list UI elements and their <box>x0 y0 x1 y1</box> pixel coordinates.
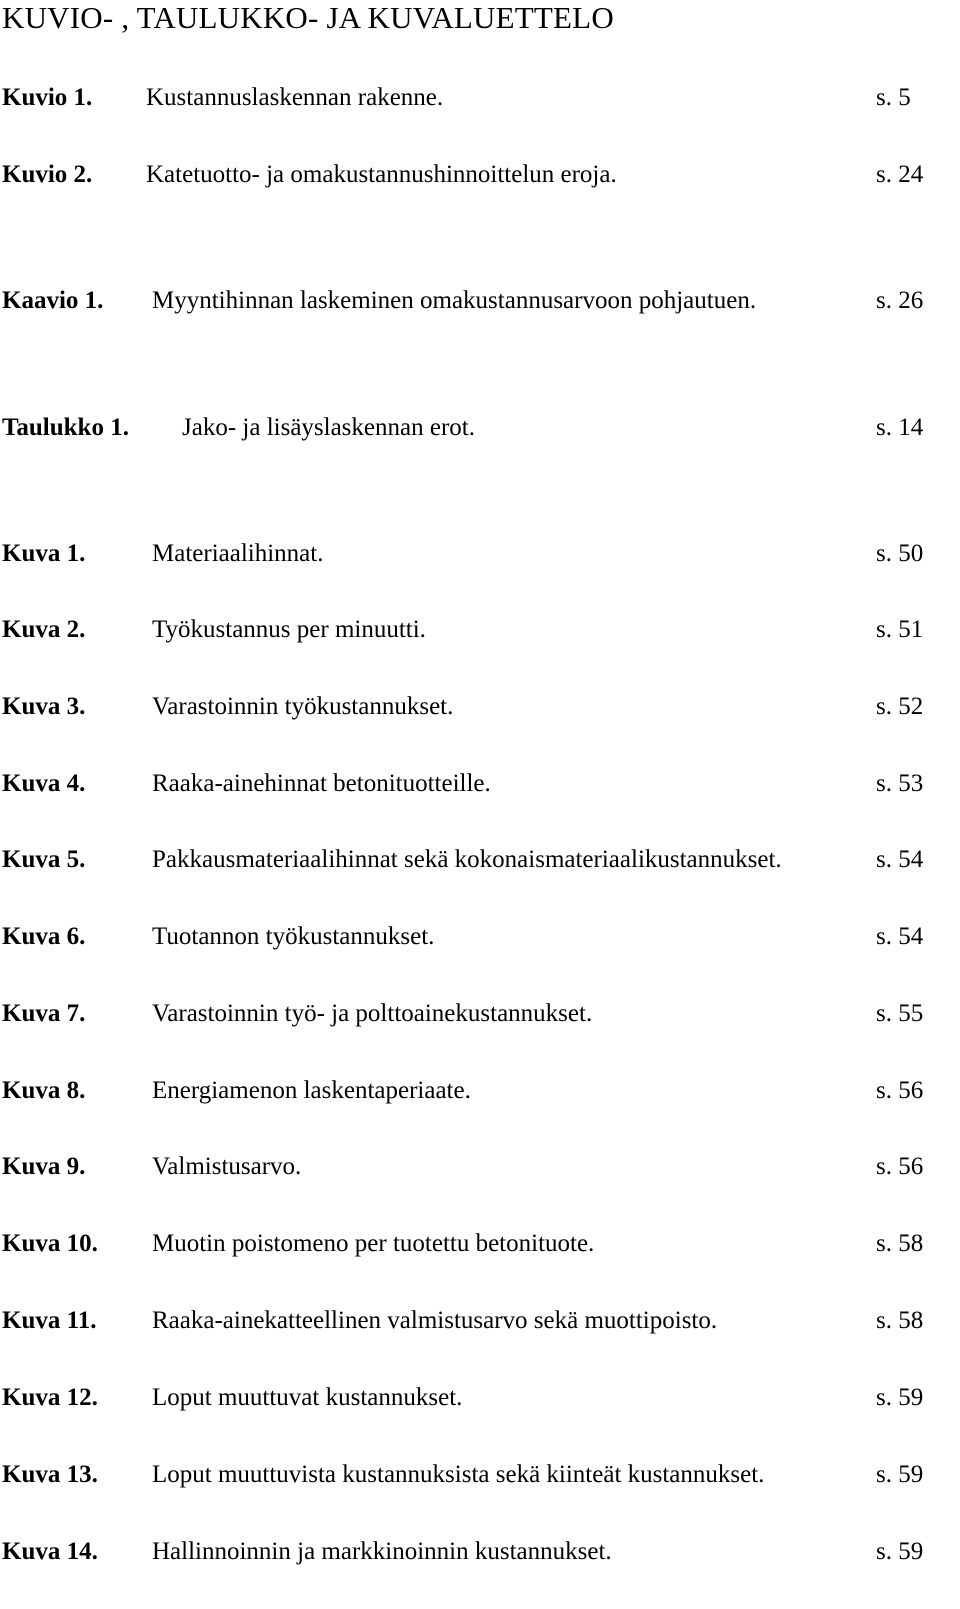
list-item-taulukko-1 <box>0 408 960 448</box>
entry-page: s. 58 <box>876 1307 924 1334</box>
entry-text: Pakkausmateriaalihinnat sekä kokonaismateriaalikustannukset. <box>152 846 782 873</box>
list-item-kuva-9 <box>0 1147 960 1187</box>
entry-page: s. 5 <box>876 84 911 111</box>
list-item-kuva-13 <box>0 1455 960 1495</box>
entry-page: s. 58 <box>876 1230 924 1257</box>
entry-text: Muotin poistomeno per tuotettu betonituote. <box>152 1230 595 1257</box>
entry-label: Kuva 6. <box>2 923 86 950</box>
list-item-kuva-14 <box>0 1532 960 1572</box>
entry-page: s. 50 <box>876 540 924 567</box>
entry-text: Varastoinnin työkustannukset. <box>152 693 454 720</box>
entry-page: s. 52 <box>876 693 924 720</box>
entry-text: Loput muuttuvista kustannuksista sekä kiinteät kustannukset. <box>152 1461 765 1488</box>
list-item-kuva-7 <box>0 994 960 1034</box>
page-title: KUVIO- , TAULUKKO- JA KUVALUETTELO <box>2 0 614 35</box>
entry-text: Valmistusarvo. <box>152 1153 302 1180</box>
list-item-kuva-10 <box>0 1224 960 1264</box>
list-item-kuvio-2 <box>0 155 960 195</box>
entry-page: s. 26 <box>876 287 924 314</box>
entry-text: Varastoinnin työ- ja polttoainekustannukset. <box>152 1000 593 1027</box>
entry-text: Raaka-ainekatteellinen valmistusarvo sekä muottipoisto. <box>152 1307 718 1334</box>
entry-page: s. 53 <box>876 770 924 797</box>
list-item-kuva-11 <box>0 1301 960 1341</box>
list-item-kaavio-1 <box>0 281 960 321</box>
entry-page: s. 59 <box>876 1461 924 1488</box>
entry-label: Kuva 9. <box>2 1153 86 1180</box>
entry-page: s. 24 <box>876 161 924 188</box>
list-item-kuva-2 <box>0 610 960 650</box>
entry-text: Loput muuttuvat kustannukset. <box>152 1384 463 1411</box>
entry-text: Materiaalihinnat. <box>152 540 324 567</box>
entry-label: Kuvio 1. <box>2 84 93 111</box>
entry-label: Kuva 7. <box>2 1000 86 1027</box>
list-item-kuvio-1 <box>0 78 960 118</box>
entry-label: Kuva 12. <box>2 1384 98 1411</box>
entry-label: Kuva 14. <box>2 1538 98 1565</box>
entry-label: Taulukko 1. <box>2 414 129 441</box>
entry-text: Raaka-ainehinnat betonituotteille. <box>152 770 491 797</box>
entry-page: s. 14 <box>876 414 924 441</box>
list-item-kuva-8 <box>0 1071 960 1111</box>
entry-page: s. 54 <box>876 923 924 950</box>
entry-text: Hallinnoinnin ja markkinoinnin kustannukset. <box>152 1538 612 1565</box>
list-item-kuva-5 <box>0 840 960 880</box>
entry-text: Energiamenon laskentaperiaate. <box>152 1077 471 1104</box>
entry-page: s. 56 <box>876 1077 924 1104</box>
entry-text: Myyntihinnan laskeminen omakustannusarvoon pohjautuen. <box>152 287 757 314</box>
entry-label: Kuva 4. <box>2 770 86 797</box>
entry-text: Kustannuslaskennan rakenne. <box>146 84 444 111</box>
entry-label: Kuva 1. <box>2 540 86 567</box>
list-item-kuva-1 <box>0 534 960 574</box>
list-item-kuva-12 <box>0 1378 960 1418</box>
entry-page: s. 51 <box>876 616 924 643</box>
entry-label: Kuva 2. <box>2 616 86 643</box>
entry-page: s. 59 <box>876 1384 924 1411</box>
entry-label: Kuva 5. <box>2 846 86 873</box>
entry-label: Kuva 13. <box>2 1461 98 1488</box>
entry-text: Työkustannus per minuutti. <box>152 616 426 643</box>
entry-label: Kuva 8. <box>2 1077 86 1104</box>
entry-page: s. 56 <box>876 1153 924 1180</box>
entry-text: Tuotannon työkustannukset. <box>152 923 435 950</box>
entry-page: s. 54 <box>876 846 924 873</box>
entry-label: Kuva 11. <box>2 1307 97 1334</box>
entry-text: Katetuotto- ja omakustannushinnoittelun eroja. <box>146 161 617 188</box>
list-item-kuva-4 <box>0 764 960 804</box>
entry-label: Kaavio 1. <box>2 287 104 314</box>
list-item-kuva-3 <box>0 687 960 727</box>
entry-page: s. 55 <box>876 1000 924 1027</box>
entry-page: s. 59 <box>876 1538 924 1565</box>
entry-label: Kuvio 2. <box>2 161 93 188</box>
entry-text: Jako- ja lisäyslaskennan erot. <box>182 414 475 441</box>
entry-label: Kuva 10. <box>2 1230 98 1257</box>
entry-label: Kuva 3. <box>2 693 86 720</box>
list-item-kuva-6 <box>0 917 960 957</box>
